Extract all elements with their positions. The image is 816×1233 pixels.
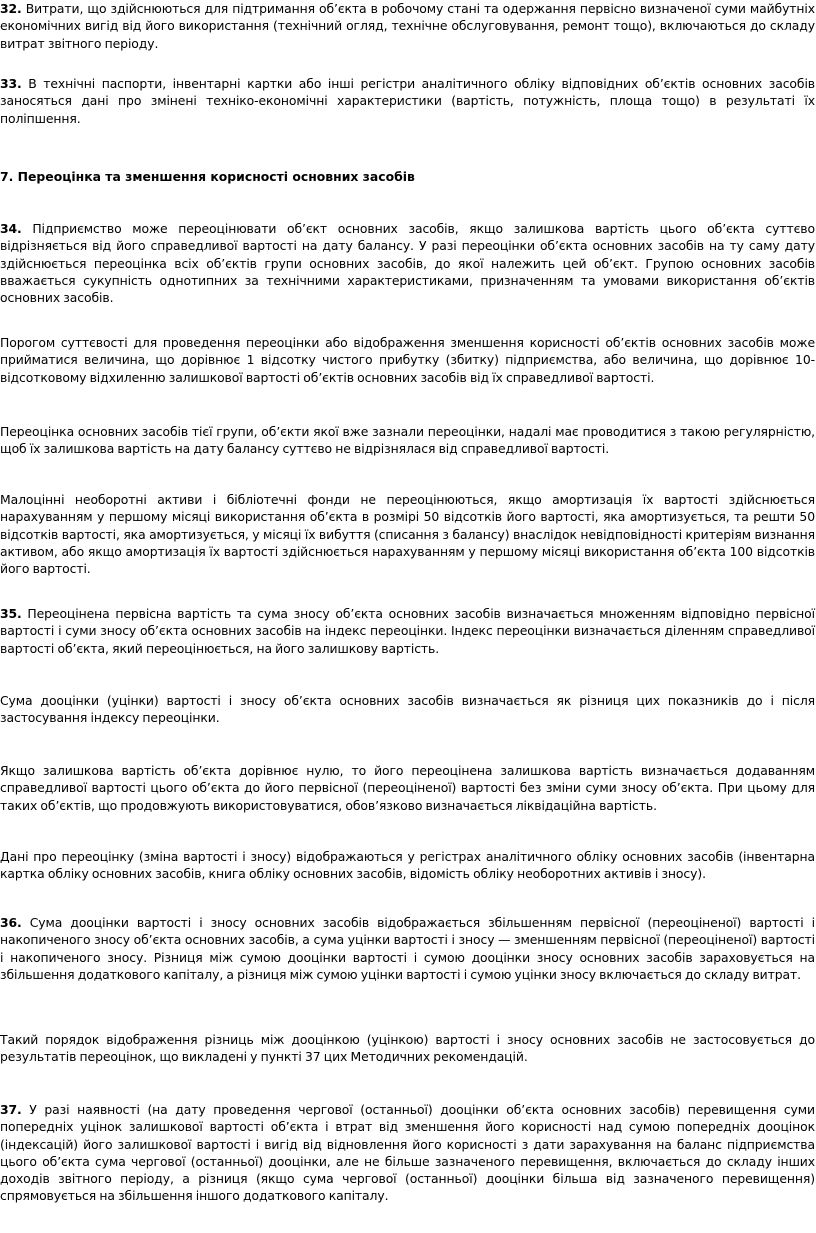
- paragraph-text: В технічні паспорти, інвентарні картки або інші регістри аналітичного обліку відповідних об’єктів основних засобів заносяться дані про змінені техніко-економічні характеристики (вартість, потужність, площа тощо) в результаті їх поліпшення.: [0, 76, 815, 126]
- paragraph-low-value-assets: Малоцінні необоротні активи і бібліотечні фонди не переоцінюються, якщо амортизація їх вартості здійснюється нарахуванням у першому місяці використання об’єкта в розмірі 50 відсотків його вартості, яка амортизується, та решти 50 відсотків вартості, яка амортизується, у місяці їх вибуття (списання з балансу) внаслідок невідповідності критеріям визнання активом, або якщо амортизація їх вартості здійснюється нарахуванням у першому місяці використання об’єкта 100 відсотків його вартості.: [0, 492, 815, 577]
- paragraph-32: [0, 0, 815, 52]
- paragraph-text: Витрати, що здійснюються для підтримання об’єкта в робочому стані та одержання первісно визначеної суми майбутніх економічних вигід від його використання (технічний огляд, технічне обслуговування, ремонт тощо), включаються до складу витрат звітного періоду.: [0, 1, 815, 51]
- paragraph-markup-amount: Сума дооцінки (уцінки) вартості і зносу об’єкта основних засобів визначається як різниця цих показників до і після застосування індексу переоцінки.: [0, 693, 815, 726]
- paragraph-text: Підприємство може переоцінювати об’єкт основних засобів, якщо залишкова вартість цього об’єкта суттєво відрізняється від його справедливої вартості на дату балансу. У разі переоцінки об’єкта основних засобів на ту саму дату здійснюється переоцінка всіх об’єктів групи основних засобів, до якої належить цей об’єкт. Групою основних засобів вважається сукупність однотипних за технічними характеристиками, призначенням та умовами використання об’єктів основних засобів.: [0, 221, 815, 306]
- paragraph-number: 36.: [0, 915, 22, 930]
- paragraph-zero-residual-value: Якщо залишкова вартість об’єкта дорівнює нулю, то його переоцінена залишкова вартість визначається додаванням справедливої вартості цього об’єкта до його первісної (переоціненої) вартості без зміни суми зносу об’єкта. При цьому для таких об’єктів, що продовжують використовуватися, обов’язково визначається ліквідаційна вартість.: [0, 763, 815, 813]
- paragraph-34: [0, 220, 815, 306]
- section-heading: 7. Переоцінка та зменшення корисності основних засобів: [0, 169, 415, 184]
- paragraph-number: 33.: [0, 76, 22, 91]
- paragraph-number: 35.: [0, 606, 22, 621]
- paragraph-36: [0, 914, 815, 983]
- paragraph-revaluation-records: Дані про переоцінку (зміна вартості і зносу) відображаються у регістрах аналітичного обліку основних засобів (інвентарна картка обліку основних засобів, книга обліку основних засобів, відомість обліку необоротних активів і зносу).: [0, 849, 815, 882]
- paragraph-number: 32.: [0, 1, 22, 16]
- paragraph-37: [0, 1101, 815, 1205]
- paragraph-35: [0, 605, 815, 657]
- paragraph-number: 34.: [0, 221, 22, 236]
- paragraph-text: Сума дооцінки вартості і зносу основних засобів відображається збільшенням первісної (переоціненої) вартості і накопиченого зносу об’єкта основних засобів, а сума уцінки вартості і зносу — зменшенням первісної (переоціненої) вартості і накопиченого зносу. Різниця між сумою дооцінки вартості і сумою дооцінки зносу основних засобів зараховується на збільшення додаткового капіталу, а різниця між сумою уцінки вартості і сумою уцінки зносу включається до складу витрат.: [0, 915, 815, 982]
- paragraph-number: 37.: [0, 1102, 22, 1117]
- paragraph-revaluation-regularity: Переоцінка основних засобів тієї групи, об’єкти якої вже зазнали переоцінки, надалі має проводитися з такою регулярністю, щоб їх залишкова вартість на дату балансу суттєво не відрізнялася від справедливої вартості.: [0, 424, 815, 457]
- paragraph-text: Переоцінена первісна вартість та сума зносу об’єкта основних засобів визначається множенням відповідно первісної вартості і суми зносу об’єкта основних засобів на індекс переоцінки. Індекс переоцінки визначається діленням справедливої вартості об’єкта, який переоцінюється, на його залишкову вартість.: [0, 606, 815, 656]
- paragraph-text: У разі наявності (на дату проведення чергової (останньої) дооцінки об’єкта основних засобів) перевищення суми попередніх уцінок залишкової вартості об’єкта і втрат від зменшення його корисності над сумою попередніх дооцінок (індексацій) його залишкової вартості і вигід від відновлення його корисності з дати зарахування на баланс підприємства цього об’єкта сума чергової (останньої) дооцінки, але не більше зазначеного перевищення, включається до складу інших доходів звітного періоду, а різниця (якщо сума чергової (останньої) дооцінки більша від зазначеного перевищення) спрямовується на збільшення іншого додаткового капіталу.: [0, 1102, 815, 1204]
- paragraph-differences-order: Такий порядок відображення різниць між дооцінкою (уцінкою) вартості і зносу основних засобів не застосовується до результатів переоцінок, що викладені у пункті 37 цих Методичних рекомендацій.: [0, 1032, 815, 1065]
- paragraph-materiality-threshold: Порогом суттєвості для проведення переоцінки або відображення зменшення корисності об’єктів основних засобів може прийматися величина, що дорівнює 1 відсотку чистого прибутку (збитку) підприємства, або величина, що дорівнює 10-відсотковому відхиленню залишкової вартості об’єктів основних засобів від їх справедливої вартості.: [0, 335, 815, 385]
- paragraph-33: [0, 75, 815, 127]
